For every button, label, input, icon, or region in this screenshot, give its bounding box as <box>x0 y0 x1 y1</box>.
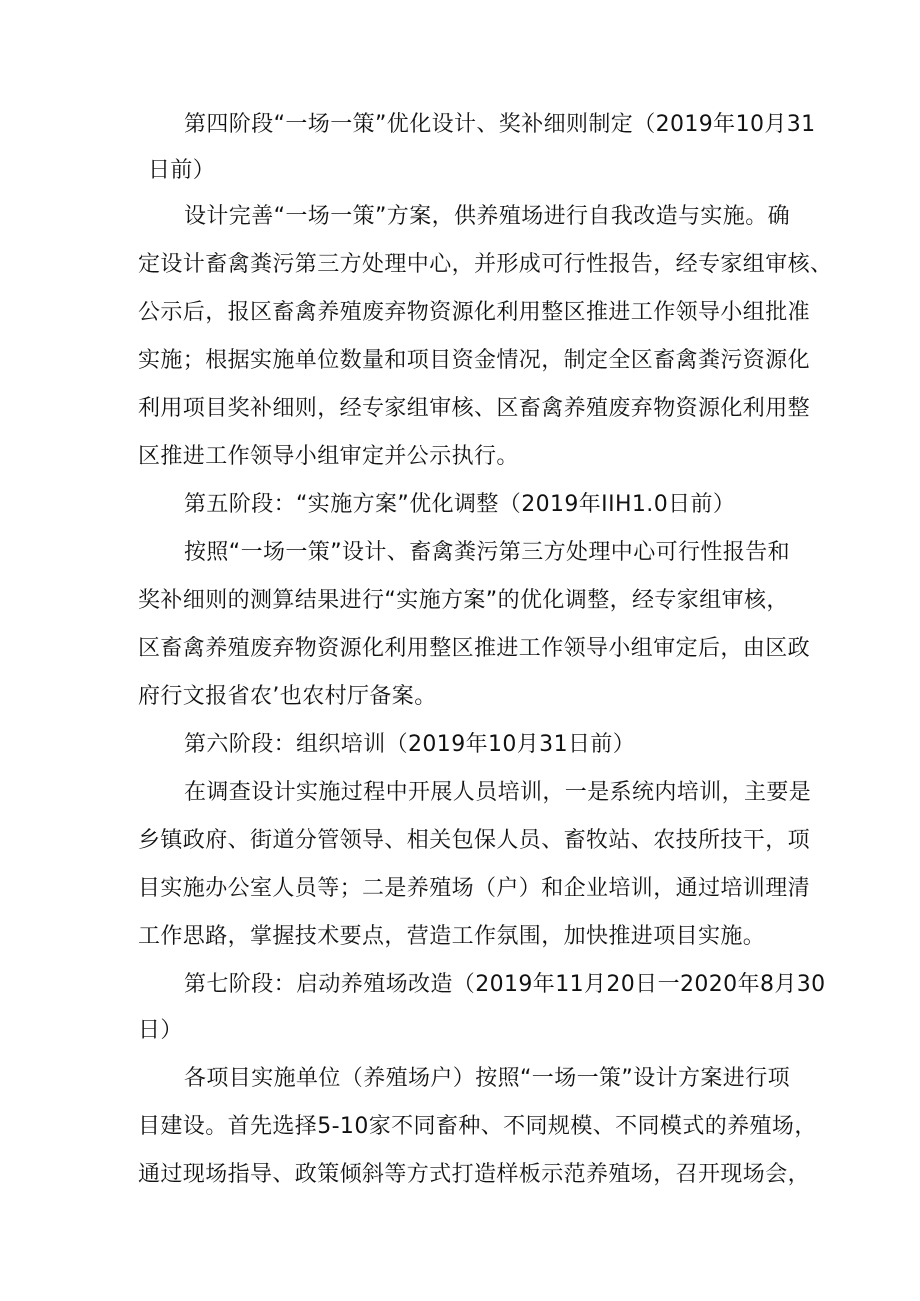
paragraph-line: 工作思路，掌握技术要点，营造工作氛围，加快推进项目实施。 <box>138 924 766 949</box>
heading-stage-4: 第四阶段“一场一策”优化设计、奖补细则制定（2019年10月31 <box>184 112 816 137</box>
paragraph-line: 实施；根据实施单位数量和项目资金情况，制定全区畜禽粪污资源化 <box>138 348 811 373</box>
paragraph-line: 利用项目奖补细则，经专家组审核、区畜禽养殖废弃物资源化利用整 <box>138 396 811 421</box>
paragraph-line: 按照“一场一策”设计、畜禽粪污第三方处理中心可行性报告和 <box>184 540 790 565</box>
paragraph-line: 奖补细则的测算结果进行“实施方案”的优化调整，经专家组审核， <box>138 588 789 613</box>
paragraph-line: 区畜禽养殖废弃物资源化利用整区推进工作领导小组审定后，由区政 <box>138 636 811 661</box>
heading-stage-7: 第七阶段：启动养殖场改造（2019年11月20日一2020年8月30 <box>184 972 826 997</box>
heading-stage-7-cont: 日） <box>138 1018 183 1043</box>
paragraph-line: 在调查设计实施过程中开展人员培训，一是系统内培训，主要是 <box>184 780 812 805</box>
paragraph-line: 目建设。首先选择5-10家不同畜种、不同规模、不同模式的养殖场， <box>138 1114 817 1139</box>
heading-stage-4-cont: 日前） <box>148 158 216 183</box>
heading-stage-6: 第六阶段：组织培训（2019年10月31日前） <box>184 732 636 757</box>
paragraph-line: 各项目实施单位（养殖场户）按照“一场一策”设计方案进行项 <box>184 1066 790 1091</box>
paragraph-line: 定设计畜禽粪污第三方处理中心，并形成可行性报告，经专家组审核、 <box>138 252 833 277</box>
paragraph-line: 区推进工作领导小组审定并公示执行。 <box>138 444 519 469</box>
paragraph-line: 府行文报省农’也农村厅备案。 <box>138 684 437 709</box>
paragraph-line: 目实施办公室人员等；二是养殖场（户）和企业培训，通过培训理清 <box>138 876 811 901</box>
paragraph-line: 乡镇政府、街道分管领导、相关包保人员、畜牧站、农技所技干，项 <box>138 828 811 853</box>
paragraph-line: 公示后，报区畜禽养殖废弃物资源化利用整区推进工作领导小组批准 <box>138 300 811 325</box>
paragraph-line: 通过现场指导、政策倾斜等方式打造样板示范养殖场，召开现场会， <box>138 1162 811 1187</box>
paragraph-line: 设计完善“一场一策”方案，供养殖场进行自我改造与实施。确 <box>184 204 790 229</box>
heading-stage-5: 第五阶段：“实施方案”优化调整（2019年IIH1.0日前） <box>184 492 736 517</box>
